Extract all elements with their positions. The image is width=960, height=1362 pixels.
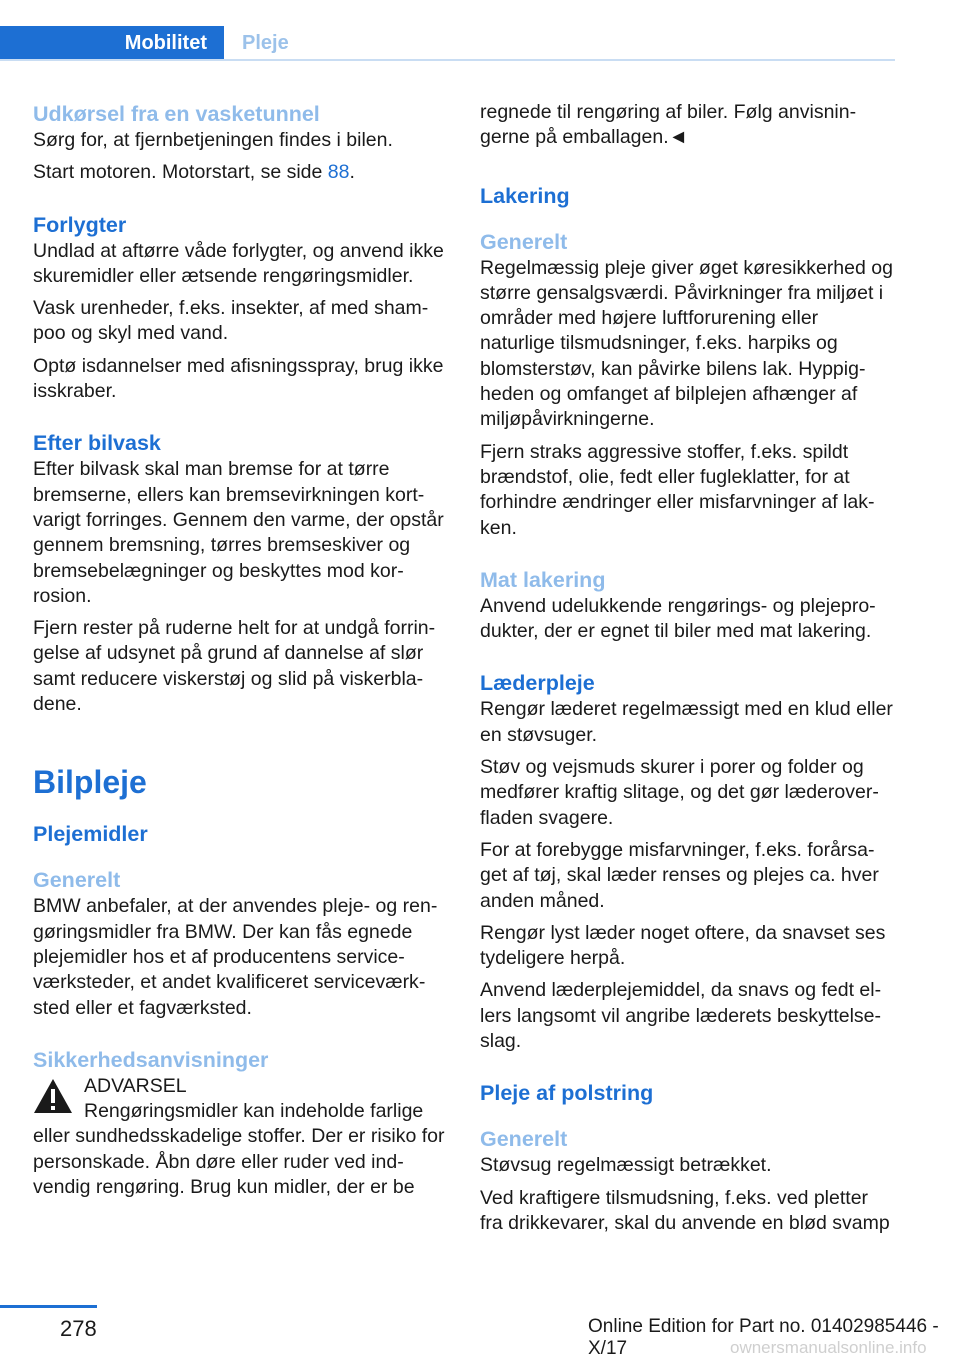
heading-generelt: Generelt — [480, 1127, 568, 1152]
paragraph: Støv og vejsmuds skurer i porer og folder og medfører kraftig slitage, og det gør læderoverfladen svagere. — [480, 756, 879, 829]
tab-mobilitet-label: Mobilitet — [124, 31, 207, 54]
warning-block — [33, 1074, 448, 1099]
heading-bilpleje: Bilpleje — [33, 764, 147, 801]
paragraph: Anvend udelukkende rengørings- og plejeprodukter, der er egnet til biler med mat lakering. — [480, 594, 876, 643]
heading-udkorsel: Udkørsel fra en vasketunnel — [33, 102, 320, 126]
paragraph: Rengør læderet regelmæssigt med en klud eller en støvsuger. — [480, 698, 893, 746]
paragraph: BMW anbefaler, at der anvendes pleje- og rengøringsmidler fra BMW. Der kan fås egnede plejemidler hos et af producentens serviceværksteder, et andet kvalificeret serviceværksted eller et fagværksted. — [33, 895, 438, 1019]
heading-pleje-af-polstring: Pleje af polstring — [480, 1081, 654, 1106]
heading-generelt: Generelt — [480, 229, 568, 254]
paragraph: Rengør lyst læder noget oftere, da snavset ses tydeligere herpå. — [480, 921, 886, 970]
heading-plejemidler: Plejemidler — [33, 822, 148, 847]
heading-generelt: Generelt — [33, 868, 121, 893]
footer-accent-bar — [0, 1305, 97, 1308]
paragraph: regnede til rengøring af biler. Følg anvisningerne på emballagen.◄ — [480, 101, 857, 149]
tab-pleje[interactable] — [242, 26, 289, 60]
tab-pleje-label: Pleje — [242, 31, 289, 54]
heading-lakering: Lakering — [480, 183, 570, 208]
paragraph-start-motor — [33, 160, 448, 185]
paragraph: Fjern straks aggressive stoffer, f.eks. spildt brændstof, olie, fedt eller fugleklatter, for at forhindre ændringer eller misfarvninger af lakken. — [480, 440, 875, 539]
heading-mat-lakering: Mat lakering — [480, 567, 606, 592]
paragraph: Ved kraftigere tilsmudsning, f.eks. ved pletter fra drikkevarer, skal du anvende en blød svamp — [480, 1186, 890, 1234]
paragraph: Anvend læderplejemiddel, da snavs og fedt ellers langsomt vil angribe læderets beskyttelseslag. — [480, 979, 882, 1053]
tab-mobilitet[interactable] — [0, 26, 224, 60]
paragraph: Fjern rester på ruderne helt for at undgå forringelse af udsynet på grund af dannelse af slør samt reducere viskerstøj og slid på viskerbladene. — [33, 617, 436, 716]
left-column — [33, 100, 448, 1207]
paragraph: Optø isdannelser med afisningsspray, brug ikke isskraber. — [33, 354, 444, 403]
page-number: 278 — [60, 1316, 97, 1341]
paragraph: Støvsug regelmæssigt betrækket. — [480, 1154, 772, 1177]
paragraph: Vask urenheder, f.eks. insekter, af med shampoo og skyl med vand. — [33, 297, 429, 345]
paragraph-text: . — [349, 161, 355, 184]
heading-efter-bilvask: Efter bilvask — [33, 431, 161, 456]
paragraph: For at forebygge misfarvninger, f.eks. forårsaget af tøj, skal læder renses og plejes ca. hver anden måned. — [480, 838, 879, 912]
page-link-88[interactable]: 88 — [327, 161, 350, 184]
warning-title: ADVARSEL — [84, 1074, 187, 1097]
paragraph: Efter bilvask skal man bremse for at tørre bremserne, ellers kan bremsevirkningen kortvarigt forringes. Gennem den varme, der opstår gennem bremsning, tørres bremseskiver og bremsebelægninger og beskyttes mod korrosion. — [33, 458, 444, 607]
right-column — [480, 100, 895, 1243]
paragraph: Regelmæssig pleje giver øget køresikkerhed og større gensalgsværdi. Påvirkninger fra miljøet i områder med højere luftforurening eller naturlige tilsmudsninger, f.eks. harpiks og blomsterstøv, kan påvirke bilens lak. Hyppigheden og omfanget af bilplejen afhænger af miljøpåvirkningerne. — [480, 256, 893, 431]
edition-text: Online Edition for Part no. 01402985446 - X/17 — [588, 1316, 939, 1359]
heading-sikkerhedsanvisninger: Sikkerhedsanvisninger — [33, 1047, 269, 1072]
paragraph-text: Start motoren. Motorstart, se side — [33, 161, 328, 184]
paragraph: Undlad at aftørre våde forlygter, og anvend ikke skuremidler eller ætsende rengøringsmidler. — [33, 239, 444, 287]
heading-laederpleje: Læderpleje — [480, 671, 595, 696]
tab-divider — [0, 59, 895, 61]
paragraph: Sørg for, at fjernbetjeningen findes i bilen. — [33, 129, 393, 151]
watermark: ownersmanualsonline.info — [730, 1338, 927, 1357]
warning-text: Rengøringsmidler kan indeholde farlige eller sundhedsskadelige stoffer. Der er risiko for personskade. Åbn døre eller ruder ved indvendig rengøring. Brug kun midler, der er be — [33, 1100, 445, 1199]
top-tab-bar — [0, 26, 895, 62]
warning-triangle-icon — [33, 1078, 73, 1114]
heading-forlygter: Forlygter — [33, 212, 127, 237]
